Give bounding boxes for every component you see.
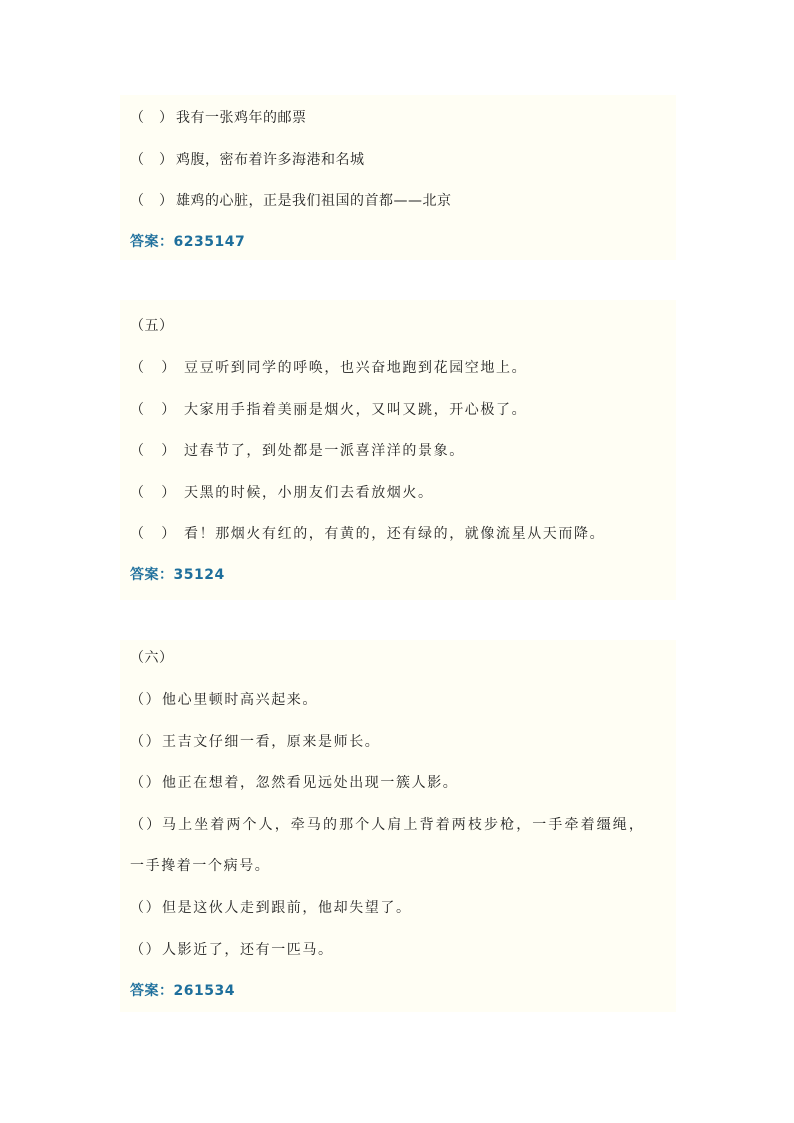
answer-blank[interactable]: （）	[130, 775, 162, 791]
question-item	[130, 815, 645, 835]
answer-label: 答案：	[130, 567, 174, 583]
answer-blank[interactable]: （）	[130, 942, 162, 958]
question-item	[130, 940, 334, 960]
sentence-text: 但是这伙人走到跟前，他却失望了。	[162, 900, 412, 916]
answer-blank[interactable]: （ ）	[130, 526, 177, 542]
question-item	[130, 524, 605, 544]
answer-blank[interactable]: （ ）	[130, 193, 174, 209]
answer-label: 答案：	[130, 234, 174, 250]
answer-blank[interactable]: （ ）	[130, 152, 174, 168]
question-item	[130, 690, 318, 710]
question-item	[130, 358, 527, 378]
answer-blank[interactable]: （ ）	[130, 402, 177, 418]
sentence-text: 王吉文仔细一看，原来是师长。	[162, 734, 381, 750]
answer-label: 答案：	[130, 983, 174, 999]
answer-blank[interactable]: （）	[130, 734, 162, 750]
answer-value: 6235147	[173, 234, 246, 250]
answer-line	[130, 981, 235, 1001]
answer-blank[interactable]: （）	[130, 900, 162, 916]
sentence-text: 鸡腹，密布着许多海港和名城	[176, 152, 365, 168]
sentence-text: 他心里顿时高兴起来。	[162, 692, 318, 708]
answer-blank[interactable]: （ ）	[130, 110, 174, 126]
sentence-text: 马上坐着两个人，牵马的那个人肩上背着两枝步枪，一手牵着缰绳，	[162, 817, 645, 833]
sentence-text: 他正在想着，忽然看见远处出现一簇人影。	[162, 775, 459, 791]
question-item	[130, 108, 307, 128]
sentence-text: 过春节了，到处都是一派喜洋洋的景象。	[184, 443, 465, 459]
question-item	[130, 400, 527, 420]
sentence-text: 人影近了，还有一匹马。	[162, 942, 334, 958]
sentence-text: 豆豆听到同学的呼唤，也兴奋地跑到花园空地上。	[184, 360, 528, 376]
question-item	[130, 898, 412, 918]
question-item-continuation	[130, 856, 270, 876]
answer-blank[interactable]: （ ）	[130, 360, 177, 376]
answer-value: 261534	[173, 983, 235, 999]
answer-blank[interactable]: （ ）	[130, 443, 177, 459]
question-item	[130, 191, 452, 211]
sentence-text: 天黑的时候，小朋友们去看放烟火。	[184, 485, 434, 501]
section-heading: （五）	[130, 318, 174, 334]
sentence-text: 一手搀着一个病号。	[130, 858, 271, 874]
question-item	[130, 150, 365, 170]
answer-blank[interactable]: （）	[130, 692, 162, 708]
sentence-text: 我有一张鸡年的邮票	[176, 110, 307, 126]
sentence-text: 大家用手指着美丽是烟火，又叫又跳，开心极了。	[184, 402, 528, 418]
answer-blank[interactable]: （ ）	[130, 485, 177, 501]
sentence-text: 雄鸡的心脏，正是我们祖国的首都——北京	[176, 193, 452, 209]
question-item	[130, 483, 434, 503]
section-heading: （六）	[130, 650, 174, 666]
sentence-text: 看！那烟火有红的，有黄的，还有绿的，就像流星从天而降。	[184, 526, 606, 542]
question-item	[130, 732, 380, 752]
question-item	[130, 441, 465, 461]
answer-blank[interactable]: （）	[130, 817, 163, 833]
answer-value: 35124	[173, 567, 225, 583]
answer-line	[130, 232, 245, 252]
answer-line	[130, 565, 225, 585]
question-item	[130, 773, 458, 793]
